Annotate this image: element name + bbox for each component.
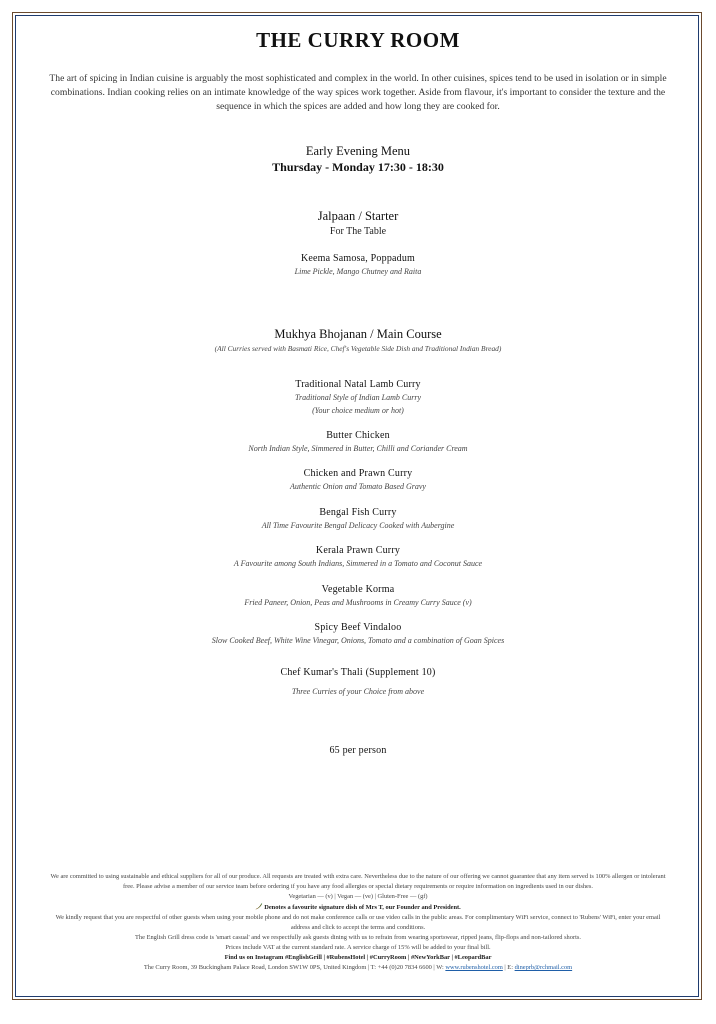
contact-line — [50, 963, 666, 973]
dish-name: Butter Chicken — [326, 430, 390, 441]
starter-heading: Jalpaan / Starter — [317, 209, 399, 223]
main-course-note: (All Curries served with Basmati Rice, Chef's Vegetable Side Dish and Traditional Indian Bread) — [214, 344, 502, 353]
website-link[interactable]: www.rubenshotel.com — [445, 964, 503, 971]
dish-name: Spicy Beef Vindaloo — [314, 622, 402, 633]
dish-description: Authentic Onion and Tomato Based Gravy — [290, 482, 426, 491]
thali-name: Chef Kumar's Thali (Supplement 10) — [280, 667, 436, 678]
email-link[interactable]: dineprb@rchmail.com — [514, 964, 573, 971]
starter-dish-name: Keema Samosa, Poppadum — [300, 253, 416, 264]
signature-dish-text: Denotes a favourite signature dish of Mrs T, our Founder and President. — [264, 904, 461, 911]
social-media-line: Find us on Instagram #EnglishGrill | #RubensHotel | #CurryRoom | #NewYorkBar | #LeopardBar — [224, 954, 492, 961]
vat-notice: Prices include VAT at the current standard rate. A service charge of 15% will be added to your final bill. — [225, 944, 491, 951]
signature-dish-note — [50, 902, 666, 913]
mobile-wifi-notice: We kindly request that you are respectful of other guests when using your mobile phone and do not make conference calls or use video calls in the public areas. For complimentary WiFi service, connect to 'Rubens' WiFi, enter your email address and click to accept the terms and conditions. — [55, 914, 661, 931]
allergen-notice: We are committed to using sustainable and ethical suppliers for all of our produce. All requests are treated with extra care. Nevertheless due to the nature of our offering we cannot guarantee that any item served is 100% allergen or intolerant free. Please advise a member of our service team before ordering if you have any food allergies or special dietary requirements or require information on ingredients used in our dishes. — [50, 873, 666, 890]
menu-times: Thursday - Monday 17:30 - 18:30 — [272, 160, 444, 174]
dish-description: A Favourite among South Indians, Simmered in a Tomato and Coconut Sauce — [233, 559, 483, 568]
email-label: | E: — [502, 964, 513, 971]
dish-name: Kerala Prawn Curry — [315, 545, 401, 556]
footer-notes — [50, 872, 666, 973]
dish-name: Bengal Fish Curry — [319, 507, 397, 518]
dish-description-note: (Your choice medium or hot) — [312, 406, 404, 415]
menu-name: Early Evening Menu — [305, 144, 411, 158]
page-title: THE CURRY ROOM — [256, 28, 460, 52]
starter-subheading: For The Table — [329, 226, 387, 237]
intro-paragraph: The art of spicing in Indian cuisine is arguably the most sophisticated and complex in the world. In other cuisines, spices tend to be used in isolation or in simple combinations. Indian cooking relies on an intimate knowledge of the way spices work together. Aside from flavour, it's important to consider the texture and the sequence in which the spices are added and how long they are cooked for. — [49, 73, 667, 112]
starter-dish-description: Lime Pickle, Mango Chutney and Raita — [294, 267, 422, 276]
dish-description: North Indian Style, Simmered in Butter, Chilli and Coriander Cream — [248, 444, 468, 453]
dietary-key: Vegetarian — (v) | Vegan — (ve) | Gluten-Free — (gf) — [288, 893, 428, 900]
dish-description: Traditional Style of Indian Lamb Curry — [294, 393, 421, 402]
main-course-heading: Mukhya Bhojanan / Main Course — [274, 327, 442, 341]
thali-description: Three Curries of your Choice from above — [291, 687, 425, 696]
dress-code-notice: The English Grill dress code is 'smart casual' and we respectfully ask guests dining with us to refrain from wearing sportswear, ripped jeans, flip-flops and non-tailored shorts. — [135, 934, 581, 941]
dish-name: Vegetable Korma — [321, 584, 395, 595]
chilli-icon — [255, 902, 263, 910]
dish-description: Slow Cooked Beef, White Wine Vinegar, Onions, Tomato and a combination of Goan Spices — [211, 636, 505, 645]
dish-description: All Time Favourite Bengal Delicacy Cooked with Aubergine — [261, 521, 455, 530]
dish-description: Fried Paneer, Onion, Peas and Mushrooms in Creamy Curry Sauce (v) — [244, 598, 472, 607]
dish-name: Traditional Natal Lamb Curry — [295, 379, 421, 390]
price-per-person: 65 per person — [329, 745, 387, 756]
dish-name: Chicken and Prawn Curry — [303, 468, 413, 479]
address-text: The Curry Room, 39 Buckingham Palace Road, London SW1W 0PS, United Kingdom | T: +44 (0)20 7834 6600 | W: — [143, 964, 444, 971]
